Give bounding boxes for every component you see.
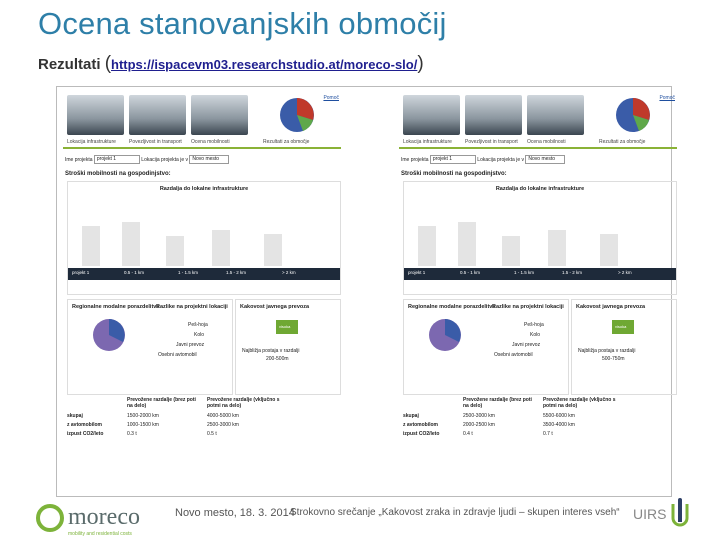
project-form [401,155,677,167]
distance-chart [403,181,677,295]
quality-title: Kakovost javnega prevoza [240,304,310,310]
quality-badge [612,320,634,334]
axis-label: projekt 1 [408,270,426,275]
nearest-stop-value: 200-500m [266,356,289,362]
quality-title: Kakovost javnega prevoza [576,304,646,310]
table-header: Prevožene razdalje (vključno s potmi na delo) [207,397,280,409]
modal-split-box [67,299,233,395]
table-row-label: z avtomobilom [403,422,439,428]
help-link[interactable]: Pomoč [659,95,675,101]
chart-column [166,236,184,266]
table-cell: 0.3 t [127,431,137,437]
table-row-label: z avtomobilom [67,422,103,428]
results-panel-right [399,93,677,491]
table-cell: 3500-4000 km [543,422,575,428]
project-name-input[interactable]: projekt 1 [430,155,476,164]
section-heading: Stroški mobilnosti na gospodinjstvo: [65,171,171,177]
uirs-logo-icon [669,498,691,528]
tab-mobility[interactable]: Ocena mobilnosti [191,139,230,145]
logo-tagline: mobility and residential costs [68,531,132,537]
nearest-stop-label: Najbližja postaja v razdalji [242,348,300,354]
project-distance-title: Razlike na projektni lokaciji [156,304,228,310]
results-link[interactable]: https://ispacevm03.researchstudio.at/moreco-slo/ [111,57,418,72]
mode-public: Javni prevoz [176,342,205,348]
footer-event: Strokovno srečanje „Kakovost zraka in zdravje ljudi – skupen interes vseh“ [290,507,620,518]
tab-strip [399,93,677,149]
tab-transport[interactable]: Povezljivost in transport [465,139,518,145]
footer-org: UIRS [633,506,667,522]
table-row-label: skupaj [67,413,83,419]
section-heading: Stroški mobilnosti na gospodinjstvo: [401,171,507,177]
slide-footer [0,498,720,540]
tab-thumb-results-pie[interactable] [599,95,665,135]
mode-car: Osebni avtomobil [494,352,533,358]
moreco-ring-icon [36,504,64,532]
tab-thumb-infrastructure[interactable] [403,95,460,135]
axis-label: projekt 1 [72,270,90,275]
table-row-label: skupaj [403,413,419,419]
tab-thumb-transport[interactable] [129,95,186,135]
table-cell: 5500-6000 km [543,413,575,419]
tab-infrastructure[interactable]: Lokacija infrastrukture [67,139,116,145]
project-distance-title: Razlike na projektni lokaciji [492,304,564,310]
distance-chart-title: Razdalja do lokalne infrastrukture [495,186,585,192]
project-name-label: Ime projekta [65,156,93,163]
distance-chart-title: Razdalja do lokalne infrastrukture [159,186,249,192]
quality-badge-label: visoka [279,324,291,329]
table-cell: 4000-5000 km [207,413,239,419]
screenshot-frame [56,86,675,497]
tab-thumb-mobility[interactable] [191,95,248,135]
tab-results[interactable]: Rezultati za območje [263,139,310,145]
tab-underline [63,147,341,149]
subtitle-label: Rezultati [38,56,101,73]
tab-infrastructure[interactable]: Lokacija infrastrukture [403,139,452,145]
table-cell: 1500-2000 km [127,413,159,419]
tab-transport[interactable]: Povezljivost in transport [129,139,182,145]
paren-open: ( [104,53,112,74]
chart-column [212,230,230,266]
mode-walk: Peš-hoja [524,322,544,328]
distance-axis [68,268,340,280]
footer-date: Novo mesto, 18. 3. 2014 [175,507,295,519]
project-form [65,155,341,167]
axis-label: > 2 km [618,270,632,275]
chart-column [502,236,520,266]
table-cell: 2000-2500 km [463,422,495,428]
chart-column [122,222,140,266]
mode-car: Osebni avtomobil [158,352,197,358]
transit-quality-box [571,299,677,395]
tab-thumb-transport[interactable] [465,95,522,135]
table-header: Prevožene razdalje (brez poti na delo) [127,397,196,409]
chart-column [82,226,100,266]
table-header: Prevožene razdalje (brez poti na delo) [463,397,532,409]
chart-column [264,234,282,266]
table-cell: 0.4 t [463,431,473,437]
chart-column [548,230,566,266]
table-cell: 0.5 t [207,431,217,437]
modal-split-pie [92,318,126,352]
mode-walk: Peš-hoja [188,322,208,328]
modal-split-box [403,299,569,395]
mode-bike: Kolo [194,332,205,338]
table-cell: 2500-3000 km [207,422,239,428]
axis-label: 1.5 - 2 km [226,270,247,275]
axis-label: 1.5 - 2 km [562,270,583,275]
axis-label: > 2 km [282,270,296,275]
project-location-label: Lokacija projekta je v [477,156,524,163]
chart-column [600,234,618,266]
mode-bike: Kolo [530,332,541,338]
tab-thumb-results-pie[interactable] [263,95,329,135]
logo-text: moreco [68,504,140,530]
distance-chart [67,181,341,295]
project-location-label: Lokacija projekta je v [141,156,188,163]
table-cell: 0.7 t [543,431,553,437]
project-name-label: Ime projekta [401,156,429,163]
table-cell: 1000-1500 km [127,422,159,428]
axis-label: 1 - 1.5 km [514,270,535,275]
nearest-stop-value: 500-750m [602,356,625,362]
chart-column [458,222,476,266]
axis-label: 0.5 - 1 km [124,270,145,275]
project-location-select[interactable]: Novo mesto [189,155,229,164]
tab-results[interactable]: Rezultati za območje [599,139,646,145]
help-link[interactable]: Pomoč [323,95,339,101]
tab-thumb-infrastructure[interactable] [67,95,124,135]
paren-close: ) [417,53,424,74]
slide-title: Ocena stanovanjskih območij [38,6,447,41]
slide-subtitle [38,53,424,75]
modal-split-pie [428,318,462,352]
quality-badge [276,320,298,334]
table-header: Prevožene razdalje (vključno s potmi na delo) [543,397,616,409]
mode-public: Javni prevoz [512,342,541,348]
distance-axis [404,268,676,280]
table-row-label: izpust CO2/leto [67,431,104,437]
table-row-label: izpust CO2/leto [403,431,440,437]
table-cell: 2500-3000 km [463,413,495,419]
axis-label: 0.5 - 1 km [460,270,481,275]
project-location-select[interactable]: Novo mesto [525,155,565,164]
tab-strip [63,93,341,149]
tab-underline [399,147,677,149]
axis-label: 1 - 1.5 km [178,270,199,275]
tab-mobility[interactable]: Ocena mobilnosti [527,139,566,145]
quality-badge-label: visoka [615,324,627,329]
results-panel-left [63,93,341,491]
chart-column [418,226,436,266]
regional-title: Regionalne modalne porazdelitve [72,304,160,310]
nearest-stop-label: Najbližja postaja v razdalji [578,348,636,354]
transit-quality-box [235,299,341,395]
project-name-input[interactable]: projekt 1 [94,155,140,164]
tab-thumb-mobility[interactable] [527,95,584,135]
regional-title: Regionalne modalne porazdelitve [408,304,496,310]
